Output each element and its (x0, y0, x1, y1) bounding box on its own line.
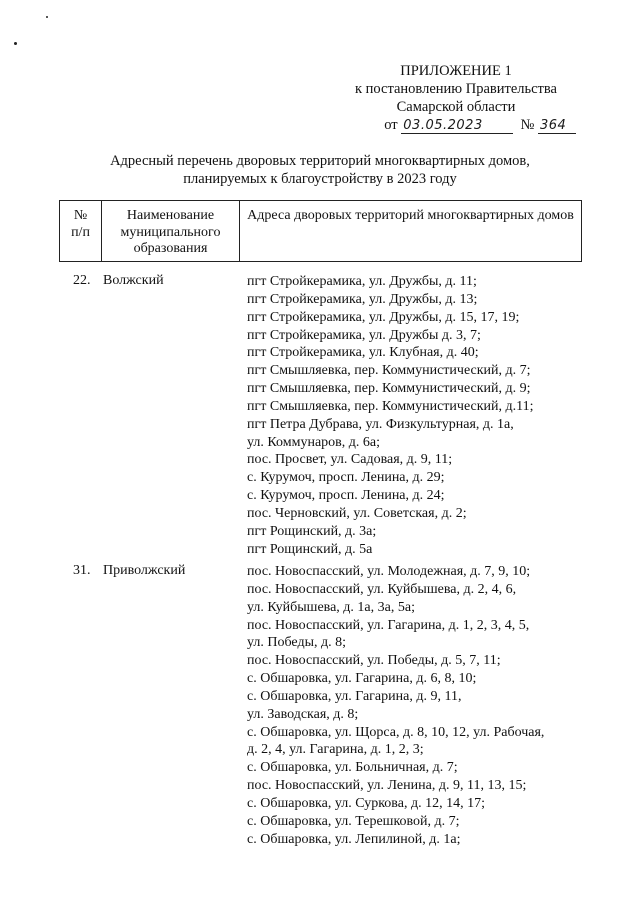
address-item: с. Курумоч, просп. Ленина, д. 29; (247, 470, 445, 486)
header-municipality (102, 201, 240, 261)
address-item: ул. Коммунаров, д. 6а; (247, 434, 381, 450)
appendix-line-1: к постановлению Правительства (355, 81, 557, 97)
address-item: с. Обшаровка, ул. Щорса, д. 8, 10, 12, ул. Рабочая, (247, 724, 545, 740)
header-municipality-label: Наименование муниципального образования (120, 208, 221, 256)
date-prefix: от (384, 117, 398, 133)
address-list (247, 273, 587, 559)
address-item: пгт Смышляевка, пер. Коммунистический, д. 9; (247, 381, 531, 397)
address-item: с. Обшаровка, ул. Больничная, д. 7; (247, 760, 458, 776)
header-addresses (240, 201, 581, 261)
address-item: пгт Стройкерамика, ул. Дружбы, д. 11; (247, 274, 477, 289)
address-item: с. Обшаровка, ул. Терешковой, д. 7; (247, 813, 460, 829)
address-item: пос. Черновский, ул. Советская, д. 2; (247, 505, 467, 521)
address-item: пгт Смышляевка, пер. Коммунистический, д.11; (247, 398, 534, 414)
address-list (247, 563, 587, 849)
address-item: пгт Стройкерамика, ул. Клубная, д. 40; (247, 345, 479, 361)
address-item: пос. Новоспасский, ул. Куйбышева, д. 2, 4, 6, (247, 581, 517, 597)
document-title-line-1: Адресный перечень дворовых территорий многоквартирных домов, (110, 153, 530, 169)
address-item: пгт Стройкерамика, ул. Дружбы, д. 13; (247, 291, 478, 307)
handwritten-number: 364 (538, 119, 576, 134)
header-addresses-label: Адреса дворовых территорий многоквартирных домов (247, 208, 574, 223)
address-item: с. Обшаровка, ул. Лепилиной, д. 1а; (247, 831, 461, 847)
address-item: ул. Куйбышева, д. 1а, 3а, 5а; (247, 599, 415, 615)
appendix-block (330, 62, 582, 134)
document-title-line-2: планируемых к благоустройству в 2023 году (183, 171, 457, 187)
address-item: пос. Новоспасский, ул. Победы, д. 5, 7, 11; (247, 653, 501, 669)
row-number: 31. (73, 563, 91, 578)
table-header (59, 200, 582, 262)
address-item: пгт Смышляевка, пер. Коммунистический, д. 7; (247, 363, 531, 379)
appendix-title: ПРИЛОЖЕНИЕ 1 (400, 63, 512, 79)
address-item: с. Обшаровка, ул. Суркова, д. 12, 14, 17; (247, 795, 485, 811)
row-municipality: Приволжский (103, 563, 186, 578)
address-item: д. 2, 4, ул. Гагарина, д. 1, 2, 3; (247, 742, 424, 758)
document-title (60, 152, 580, 188)
header-num (60, 201, 102, 261)
address-item: пос. Новоспасский, ул. Гагарина, д. 1, 2, 3, 4, 5, (247, 617, 530, 633)
handwritten-date: 03.05.2023 (401, 119, 513, 134)
header-num-label: № п/п (71, 208, 90, 240)
number-prefix: № (520, 117, 535, 133)
address-item: с. Курумоч, просп. Ленина, д. 24; (247, 488, 445, 504)
address-item: пгт Рощинский, д. 3а; (247, 523, 377, 539)
address-item: пос. Просвет, ул. Садовая, д. 9, 11; (247, 452, 453, 468)
address-item: пгт Петра Дубрава, ул. Физкультурная, д. 1а, (247, 416, 514, 432)
address-item: пгт Стройкерамика, ул. Дружбы д. 3, 7; (247, 327, 481, 343)
address-item: пгт Рощинский, д. 5а (247, 541, 373, 557)
row-number: 22. (73, 273, 91, 288)
row-municipality: Волжский (103, 273, 164, 288)
address-item: ул. Победы, д. 8; (247, 635, 346, 651)
appendix-line-2: Самарской области (396, 99, 516, 115)
address-item: пос. Новоспасский, ул. Молодежная, д. 7, 9, 10; (247, 564, 531, 579)
address-item: ул. Заводская, д. 8; (247, 706, 359, 722)
address-item: с. Обшаровка, ул. Гагарина, д. 9, 11, (247, 688, 462, 704)
address-item: пгт Стройкерамика, ул. Дружбы, д. 15, 17, 19; (247, 309, 520, 325)
scan-speck (46, 16, 48, 18)
appendix-date-number-line (330, 116, 582, 134)
scan-speck (14, 42, 17, 45)
address-item: пос. Новоспасский, ул. Ленина, д. 9, 11, 13, 15; (247, 778, 527, 794)
address-item: с. Обшаровка, ул. Гагарина, д. 6, 8, 10; (247, 671, 477, 687)
